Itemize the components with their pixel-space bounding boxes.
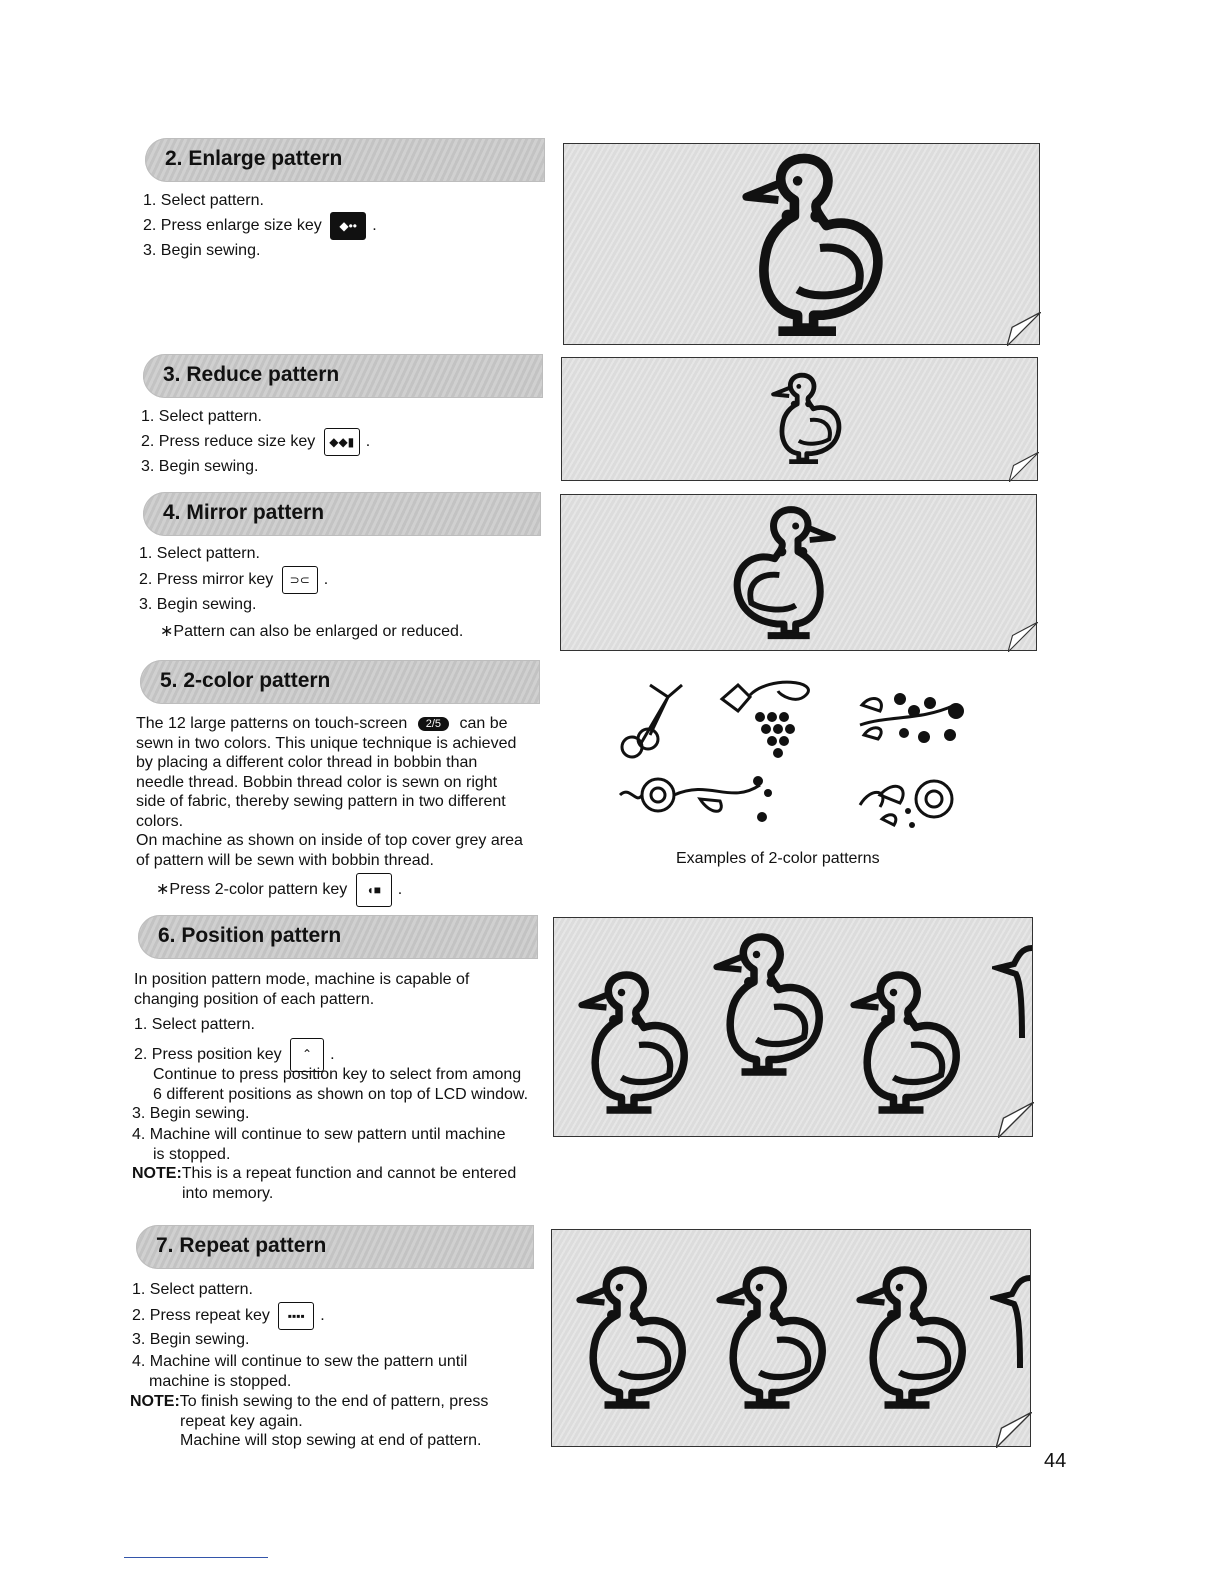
position-step-1: 1. Select pattern.	[134, 1016, 255, 1033]
two-color-line-7: On machine as shown on inside of top cover grey area	[136, 832, 523, 849]
position-cont-line-2: 6 different positions as shown on top of LCD window.	[153, 1085, 529, 1103]
position-cont-line-1: Continue to press position key to select from among	[153, 1066, 522, 1083]
position-duck-icon-2	[699, 932, 824, 1082]
position-duck-icon-1	[564, 970, 689, 1120]
repeat-step-2	[132, 1302, 325, 1330]
reduce-example-panel	[561, 357, 1038, 481]
enlarge-step-2	[143, 212, 377, 240]
repeat-note	[130, 1392, 488, 1451]
footer-rule	[124, 1557, 268, 1558]
reduce-pattern-title: 3. Reduce pattern	[163, 363, 340, 386]
repeat-note-line-1: To finish sewing to the end of pattern, press	[179, 1393, 489, 1410]
berry-branch-pattern-icon	[860, 693, 964, 743]
two-color-key-note-text: ∗Press 2-color pattern key	[156, 881, 348, 899]
two-color-examples-caption: Examples of 2-color patterns	[676, 850, 880, 867]
repeat-step-2-label: 2. Press repeat key	[132, 1307, 270, 1325]
reduce-pattern-header	[143, 354, 543, 398]
repeat-duck-icon-2	[702, 1265, 827, 1415]
position-step-4	[132, 1125, 506, 1164]
two-color-pattern-title: 5. 2-color pattern	[160, 669, 331, 692]
enlarge-step-2-period: .	[372, 217, 377, 235]
enlarge-pattern-header	[145, 138, 545, 182]
mirror-key-icon: ⊃⊂	[282, 566, 318, 594]
position-note-label: NOTE:	[132, 1165, 182, 1182]
position-step-4-line-1: 4. Machine will continue to sew pattern until machine	[132, 1126, 506, 1143]
mirror-note: ∗Pattern can also be enlarged or reduced.	[160, 623, 464, 640]
mirror-step-2-period: .	[323, 571, 329, 589]
enlarged-duck-icon	[724, 152, 884, 344]
enlarge-step-3: 3. Begin sewing.	[143, 242, 261, 259]
position-intro	[134, 970, 469, 1009]
repeat-pattern-title: 7. Repeat pattern	[156, 1234, 327, 1257]
two-color-paragraph	[136, 714, 523, 870]
repeat-note-line-3: Machine will stop sewing at end of pattern.	[180, 1432, 482, 1449]
enlarge-pattern-title: 2. Enlarge pattern	[165, 147, 343, 170]
repeat-note-label: NOTE:	[130, 1393, 180, 1410]
two-color-key-note	[156, 873, 402, 907]
mirror-step-2	[139, 566, 328, 594]
position-key-icon: ⌃	[290, 1038, 324, 1072]
page-curl-icon	[996, 1412, 1032, 1448]
two-color-examples-graphic	[610, 675, 970, 840]
rose-pattern-icon	[860, 781, 952, 828]
reduce-step-3: 3. Begin sewing.	[141, 458, 259, 475]
mirror-example-panel	[560, 494, 1037, 651]
position-example-panel	[553, 917, 1033, 1137]
two-color-line-1-end: can be	[459, 715, 508, 732]
repeat-step-2-period: .	[320, 1307, 325, 1325]
flower-vine-pattern-icon	[620, 776, 772, 822]
two-color-key-icon: ◖■	[356, 873, 392, 907]
repeat-step-1: 1. Select pattern.	[132, 1281, 253, 1298]
repeat-note-line-2: repeat key again.	[180, 1412, 303, 1430]
two-color-line-5: side of fabric, thereby sewing pattern in two different	[136, 793, 506, 810]
repeat-duck-icon-1	[562, 1265, 687, 1415]
position-step-2-period: .	[330, 1046, 335, 1064]
enlarge-size-key-icon: ◆••	[330, 212, 366, 240]
position-intro-line-1: In position pattern mode, machine is capable of	[134, 971, 470, 988]
reduce-step-2	[141, 428, 370, 456]
enlarge-step-2-label: 2. Press enlarge size key	[143, 217, 322, 235]
position-step-2-continued	[153, 1065, 528, 1104]
two-color-line-1-text: The 12 large patterns on touch-screen	[136, 715, 408, 732]
enlarge-step-1: 1. Select pattern.	[143, 192, 264, 209]
repeat-step-3: 3. Begin sewing.	[132, 1331, 250, 1348]
two-color-line-2: sewn in two colors. This unique technique is achieved	[136, 734, 517, 752]
two-color-pattern-header	[140, 660, 540, 704]
page-curl-icon	[1007, 312, 1041, 346]
repeat-example-panel	[551, 1229, 1031, 1447]
touch-screen-badge-icon: 2/5	[418, 717, 449, 731]
repeat-pattern-header	[136, 1225, 534, 1269]
enlarge-example-panel	[563, 143, 1040, 345]
position-note-line-1: This is a repeat function and cannot be entered	[181, 1165, 517, 1182]
position-pattern-title: 6. Position pattern	[158, 924, 342, 947]
mirror-step-3: 3. Begin sewing.	[139, 596, 257, 613]
page-curl-icon	[1009, 452, 1039, 482]
reduce-step-2-period: .	[365, 433, 371, 451]
position-step-4-line-2: is stopped.	[153, 1145, 231, 1163]
reduced-duck-icon	[762, 372, 842, 468]
mirror-step-1: 1. Select pattern.	[139, 545, 260, 562]
mirrored-duck-icon	[731, 505, 851, 645]
position-note	[132, 1164, 516, 1203]
mirror-pattern-title: 4. Mirror pattern	[163, 501, 325, 524]
two-color-line-4: needle thread. Bobbin thread color is sewn on right	[136, 773, 498, 791]
position-note-line-2: into memory.	[182, 1184, 274, 1202]
repeat-step-4-line-1: 4. Machine will continue to sew the pattern until	[132, 1353, 468, 1370]
two-color-line-6: colors.	[136, 812, 184, 830]
two-color-line-8: of pattern will be sewn with bobbin thread.	[136, 851, 434, 869]
page-number: 44	[1044, 1450, 1067, 1472]
position-step-3: 3. Begin sewing.	[132, 1105, 250, 1122]
reduce-step-1: 1. Select pattern.	[141, 408, 262, 425]
page-curl-icon	[998, 1102, 1034, 1138]
repeat-step-4	[132, 1352, 467, 1391]
position-duck-icon-3	[836, 970, 961, 1120]
mirror-step-2-label: 2. Press mirror key	[139, 571, 274, 589]
grape-pattern-icon	[722, 682, 808, 758]
mirror-pattern-header	[143, 492, 541, 536]
repeat-key-icon: ▪▪▪▪	[278, 1302, 314, 1330]
repeat-step-4-line-2: machine is stopped.	[149, 1372, 292, 1390]
two-color-line-1	[136, 714, 523, 734]
position-duck-partial-icon	[992, 938, 1032, 1068]
two-color-key-note-period: .	[397, 881, 403, 899]
reduce-size-key-icon: ◆◆▮	[324, 428, 360, 456]
position-pattern-header	[138, 915, 538, 959]
page-curl-icon	[1008, 622, 1038, 652]
reduce-step-2-label: 2. Press reduce size key	[141, 433, 316, 451]
repeat-duck-icon-3	[842, 1265, 967, 1415]
position-intro-line-2: changing position of each pattern.	[134, 990, 375, 1008]
cherry-pattern-icon	[622, 685, 682, 757]
position-step-2-label: 2. Press position key	[134, 1046, 282, 1064]
two-color-line-3: by placing a different color thread in bobbin than	[136, 754, 478, 771]
repeat-duck-partial-icon	[990, 1268, 1030, 1398]
